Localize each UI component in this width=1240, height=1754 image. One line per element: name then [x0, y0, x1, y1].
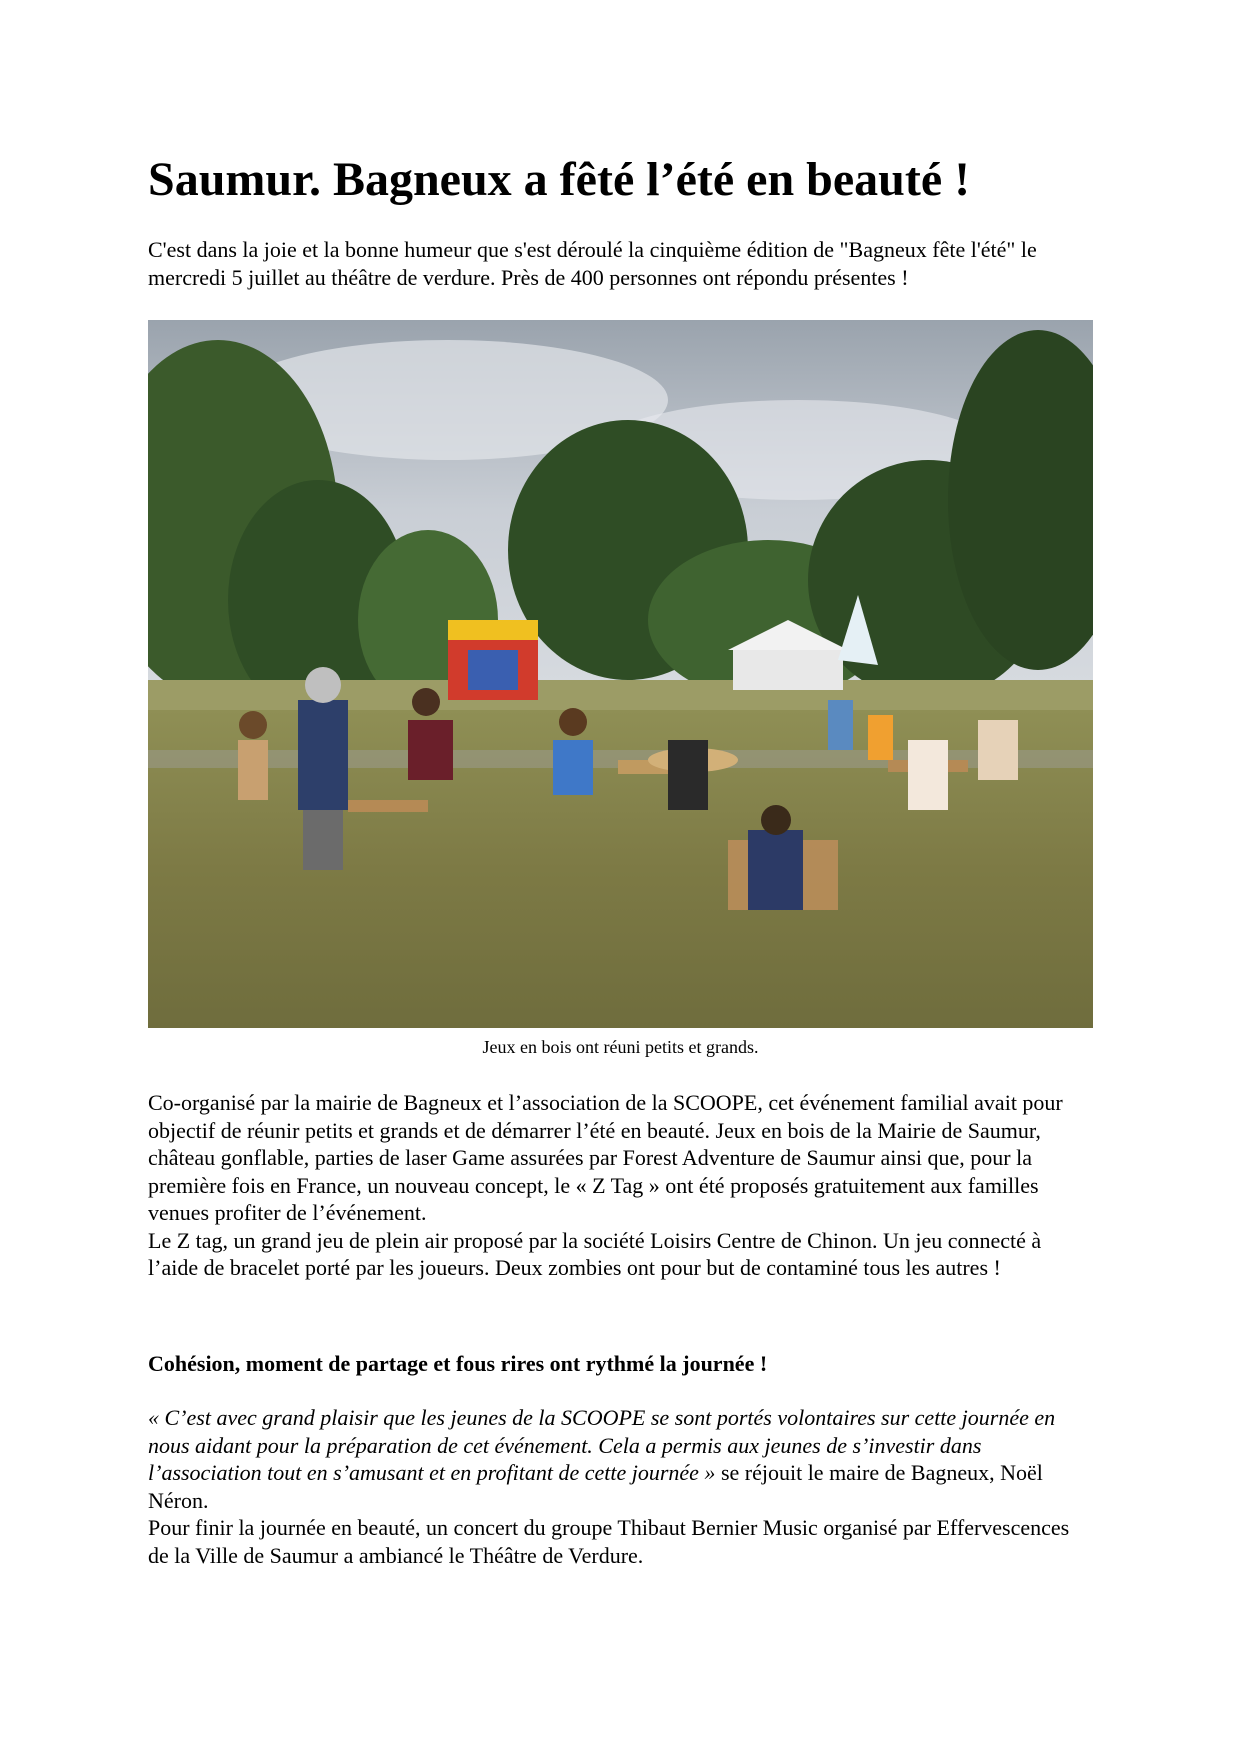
- paragraph-organization: Co-organisé par la mairie de Bagneux et l’association de la SCOOPE, cet événement familial avait pour objectif de réunir petits et grands et de démarrer l’été en beauté. Jeux en bois de la Mairie de Saumur, château gonflable, parties de laser Game assurées par Forest Adventure de Saumur ainsi que, pour la première fois en France, un nouveau concept, le « Z Tag » ont été proposés gratuitement aux familles venues profiter de l’événement.: [148, 1090, 1063, 1225]
- article-quote-block: [148, 1404, 1093, 1569]
- article-body: [148, 1089, 1093, 1282]
- quote-text: « C’est avec grand plaisir que les jeunes de la SCOOPE se sont portés volontaires sur cette journée en nous aidant pour la préparation de cet événement. Cela a permis aux jeunes de s’investir dans l’association tout en s’amusant et en profitant de cette journée »: [148, 1405, 1056, 1485]
- quote-attribution: se réjouit le maire de Bagneux, Noël Néron.: [148, 1460, 1043, 1513]
- article-subheading: Cohésion, moment de partage et fous rires ont rythmé la journée !: [148, 1351, 768, 1376]
- photo-caption: Jeux en bois ont réuni petits et grands.: [482, 1037, 759, 1057]
- article-title: Saumur. Bagneux a fêté l’été en beauté !: [148, 153, 971, 206]
- article-intro: C'est dans la joie et la bonne humeur que s'est déroulé la cinquième édition de "Bagneux fête l'été" le mercredi 5 juillet au théâtre de verdure. Près de 400 personnes ont répondu présentes !: [148, 237, 1037, 290]
- article-photo: [148, 320, 1093, 1028]
- paragraph-ztag: Le Z tag, un grand jeu de plein air proposé par la société Loisirs Centre de Chinon. Un jeu connecté à l’aide de bracelet porté par les joueurs. Deux zombies ont pour but de contaminé tous les autres !: [148, 1227, 1042, 1280]
- paragraph-concert: Pour finir la journée en beauté, un concert du groupe Thibaut Bernier Music organisé par Effervescences de la Ville de Saumur a ambiancé le Théâtre de Verdure.: [148, 1515, 1070, 1568]
- quote-paragraph: [148, 1404, 1093, 1514]
